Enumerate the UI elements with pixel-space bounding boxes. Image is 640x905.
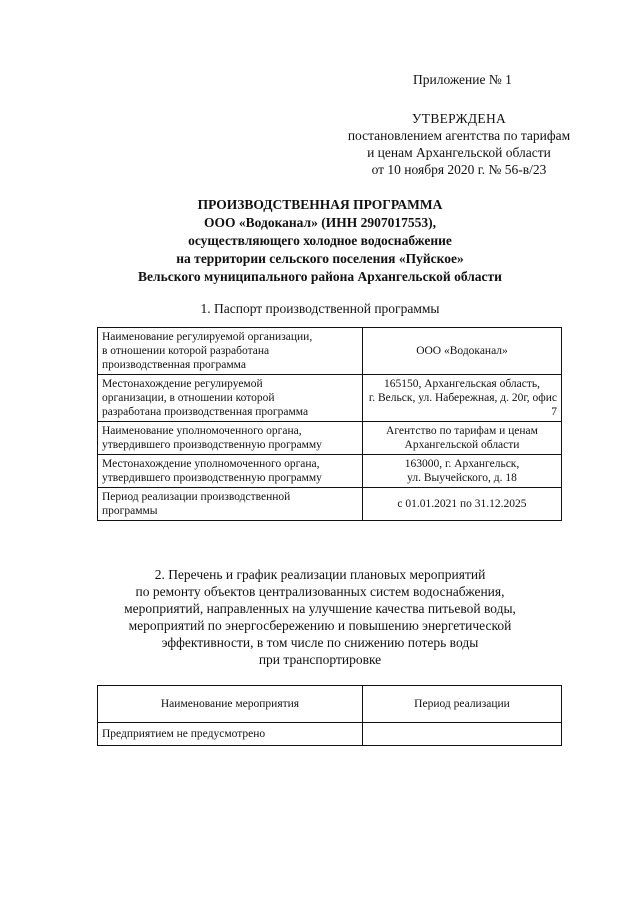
value-line: г. Вельск, ул. Набережная, д. 20г, офис 7 (368, 392, 557, 418)
title-line-5: Вельского муниципального района Архангельской области (138, 269, 502, 284)
label-line: Период реализации производственной (102, 491, 291, 503)
heading-line: по ремонту объектов централизованных систем водоснабжения, (135, 584, 505, 599)
label-line: организации, в отношении которой (102, 392, 275, 404)
approval-line-1: постановлением агентства по тарифам (347, 128, 571, 143)
passport-table (97, 327, 562, 521)
label-line: Наименование регулируемой организации, (102, 331, 313, 343)
measures-table (97, 685, 562, 746)
table-row (98, 723, 562, 746)
column-header-period: Период реализации (363, 686, 562, 723)
label-line: утвердившего производственную программу (102, 472, 322, 484)
table-row (98, 328, 562, 375)
heading-line: мероприятий, направленных на улучшение качества питьевой воды, (124, 601, 516, 616)
measure-cell: Предприятием не предусмотрено (98, 723, 363, 746)
label-line: разработана производственная программа (102, 406, 309, 418)
approval-line-2: и ценам Архангельской области (367, 145, 551, 160)
row-value (363, 422, 562, 455)
label-line: Местонахождение регулируемой (102, 378, 263, 390)
table-row (98, 488, 562, 521)
approval-line-3: от 10 ноября 2020 г. № 56-в/23 (371, 162, 547, 177)
title-line-3: осуществляющего холодное водоснабжение (188, 233, 452, 248)
heading-line: мероприятий по энергосбережению и повышению энергетической (128, 618, 512, 633)
heading-line: при транспортировке (258, 652, 382, 667)
heading-line: 2. Перечень и график реализации плановых мероприятий (154, 567, 486, 582)
value-line: ул. Выучейского, д. 18 (407, 472, 517, 484)
section-1-heading: 1. Паспорт производственной программы (200, 301, 440, 316)
period-cell (363, 723, 562, 746)
appendix-number: Приложение № 1 (413, 72, 512, 87)
label-line: программы (102, 505, 158, 517)
heading-line: эффективности, в том числе по снижению потерь воды (161, 635, 479, 650)
value-line: ООО «Водоканал» (416, 345, 508, 357)
row-label (98, 375, 363, 422)
row-label (98, 422, 363, 455)
row-value (363, 455, 562, 488)
label-line: в отношении которой разработана (102, 345, 270, 357)
table-header-row (98, 686, 562, 723)
title-line-4: на территории сельского поселения «Пуйское» (176, 251, 464, 266)
row-value (363, 328, 562, 375)
label-line: Наименование уполномоченного органа, (102, 425, 302, 437)
table-row (98, 455, 562, 488)
label-line: Местонахождение уполномоченного органа, (102, 458, 320, 470)
table-row (98, 375, 562, 422)
title-line-2: ООО «Водоканал» (ИНН 2907017553), (204, 215, 436, 230)
row-label (98, 455, 363, 488)
row-label (98, 328, 363, 375)
row-label (98, 488, 363, 521)
label-line: утвердившего производственную программу (102, 439, 322, 451)
value-line: Агентство по тарифам и ценам (386, 425, 538, 437)
approval-block (329, 110, 589, 178)
value-line: 163000, г. Архангельск, (404, 458, 520, 470)
value-line: Архангельской области (404, 439, 520, 451)
label-line: производственная программа (102, 359, 246, 371)
title-line-1: ПРОИЗВОДСТВЕННАЯ ПРОГРАММА (197, 197, 443, 212)
section-2-heading (60, 566, 580, 668)
value-line: с 01.01.2021 по 31.12.2025 (397, 498, 527, 510)
row-value (363, 375, 562, 422)
approval-word: УТВЕРЖДЕНА (411, 111, 507, 126)
document-title (60, 196, 580, 286)
table-row (98, 422, 562, 455)
column-header-measure: Наименование мероприятия (98, 686, 363, 723)
row-value (363, 488, 562, 521)
value-line: 165150, Архангельская область, (383, 378, 540, 390)
